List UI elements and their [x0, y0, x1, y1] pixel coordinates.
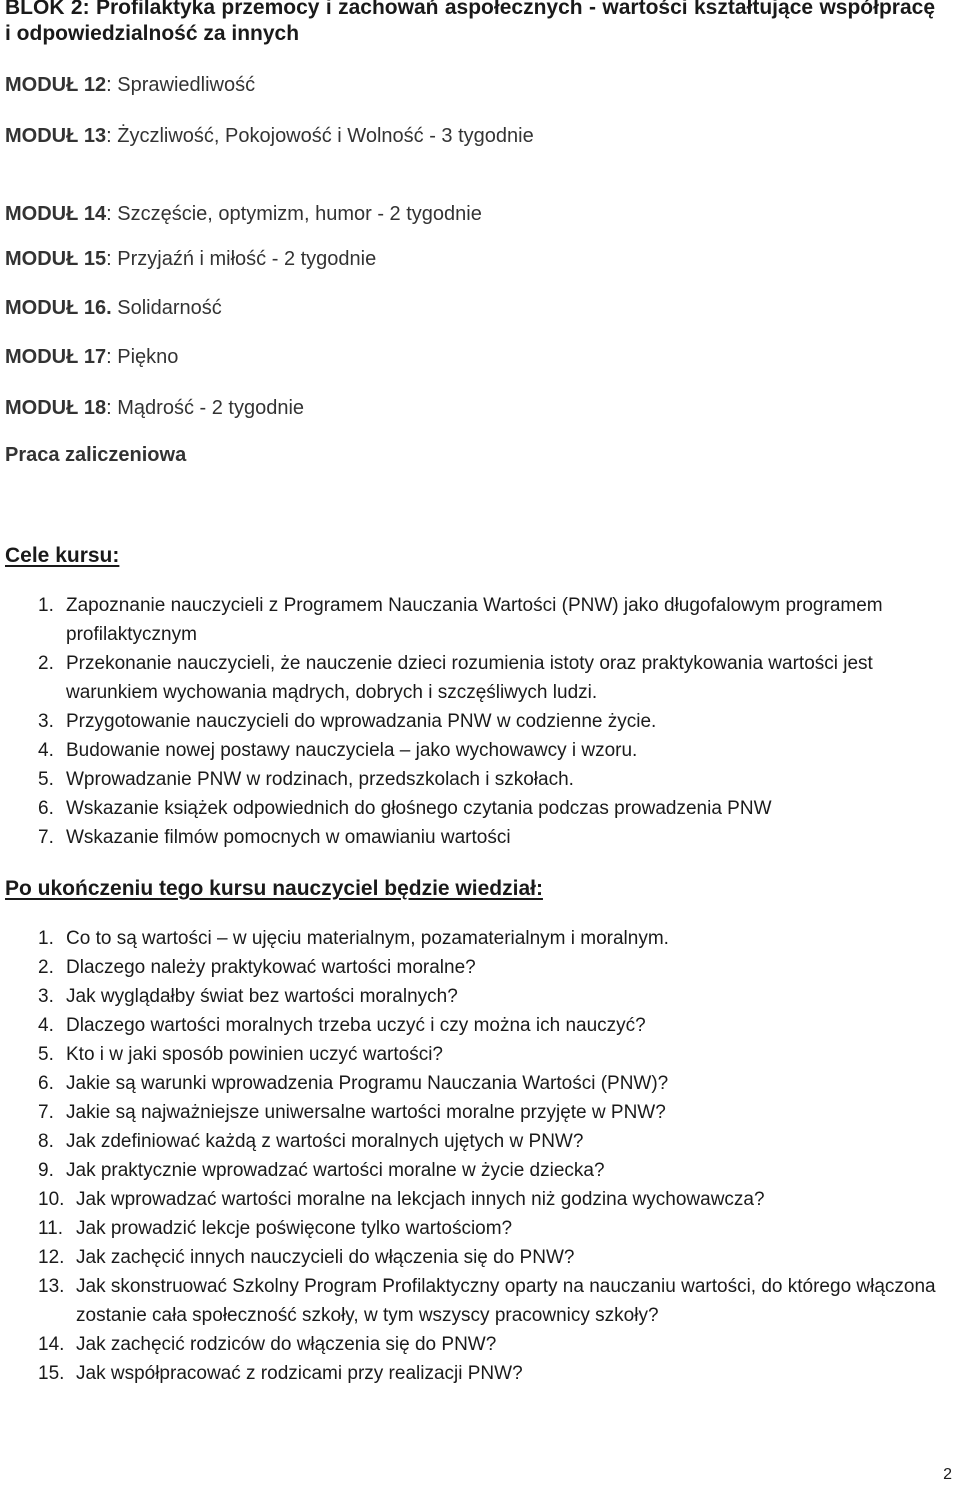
- list-item: [38, 649, 948, 707]
- item-text: Jak wprowadzać wartości moralne na lekcjach innych niż godzina wychowawcza?: [76, 1189, 765, 1210]
- module-code: MODUŁ 15: [5, 248, 107, 270]
- item-number: 4.: [38, 1015, 54, 1036]
- item-text: Jak zachęcić innych nauczycieli do włączenia się do PNW?: [76, 1247, 575, 1268]
- item-text: Jakie są najważniejsze uniwersalne wartości moralne przyjęte w PNW?: [66, 1102, 666, 1123]
- item-text: Jak współpracować z rodzicami przy realizacji PNW?: [76, 1363, 523, 1384]
- list-item: [38, 924, 948, 953]
- item-number: 6.: [38, 798, 54, 819]
- item-number: 4.: [38, 740, 54, 761]
- item-text: Przekonanie nauczycieli, że nauczenie dzieci rozumienia istoty oraz praktykowania wartości jest warunkiem wychowania mądrych, dobrych i szczęśliwych ludzi.: [66, 653, 873, 703]
- list-item: [38, 794, 948, 823]
- module-name: Szczęście, optymizm, humor - 2 tygodnie: [117, 203, 482, 225]
- goals-heading: Cele kursu:: [5, 544, 120, 567]
- item-number: 14.: [38, 1334, 65, 1355]
- item-text: Wskazanie filmów pomocnych w omawianiu wartości: [66, 827, 511, 848]
- item-text: Jak zdefiniować każdą z wartości moralnych ujętych w PNW?: [66, 1131, 584, 1152]
- item-text: Wprowadzanie PNW w rodzinach, przedszkolach i szkołach.: [66, 769, 574, 790]
- list-item: [38, 1243, 948, 1272]
- list-item: [38, 1069, 948, 1098]
- item-text: Jak praktycznie wprowadzać wartości moralne w życie dziecka?: [66, 1160, 605, 1181]
- list-item: [38, 707, 948, 736]
- item-number: 3.: [38, 986, 54, 1007]
- item-number: 2.: [38, 957, 54, 978]
- list-item: [38, 591, 948, 649]
- item-number: 5.: [38, 769, 54, 790]
- item-text: Zapoznanie nauczycieli z Programem Nauczania Wartości (PNW) jako długofalowym programem profilaktycznym: [66, 595, 883, 645]
- item-text: Jak prowadzić lekcje poświęcone tylko wartościom?: [76, 1218, 513, 1239]
- item-number: 1.: [38, 595, 54, 616]
- module-name: Piękno: [117, 346, 179, 368]
- item-text: Dlaczego należy praktykować wartości moralne?: [66, 957, 476, 978]
- list-item: [38, 1098, 948, 1127]
- list-item: [38, 736, 948, 765]
- item-text: Przygotowanie nauczycieli do wprowadzania PNW w codzienne życie.: [66, 711, 657, 732]
- item-text: Budowanie nowej postawy nauczyciela – jako wychowawcy i wzoru.: [66, 740, 638, 761]
- module-code: MODUŁ 16.: [5, 297, 112, 319]
- item-text: Jak skonstruować Szkolny Program Profilaktyczny oparty na nauczaniu wartości, do którego włączona zostanie cała społeczność szkoły, w tym wszyscy pracownicy szkoły?: [76, 1276, 936, 1326]
- item-number: 5.: [38, 1044, 54, 1065]
- item-text: Jak wyglądałby świat bez wartości moralnych?: [66, 986, 458, 1007]
- module-14: [5, 202, 482, 226]
- module-13: [5, 124, 534, 148]
- module-code: MODUŁ 14: [5, 203, 107, 225]
- list-item: [38, 1214, 948, 1243]
- module-separator: :: [106, 203, 118, 225]
- module-separator: :: [106, 397, 118, 419]
- item-number: 15.: [38, 1363, 65, 1384]
- item-text: Wskazanie książek odpowiednich do głośnego czytania podczas prowadzenia PNW: [66, 798, 772, 819]
- list-item: [38, 1011, 948, 1040]
- knowledge-list: [38, 924, 948, 1388]
- item-text: Co to są wartości – w ujęciu materialnym, pozamaterialnym i moralnym.: [66, 928, 669, 949]
- item-number: 3.: [38, 711, 54, 732]
- item-number: 13.: [38, 1276, 65, 1297]
- item-number: 11.: [38, 1218, 64, 1239]
- list-item: [38, 1156, 948, 1185]
- knowledge-heading: Po ukończeniu tego kursu nauczyciel będzie wiedział:: [5, 877, 543, 900]
- item-number: 1.: [38, 928, 54, 949]
- module-12: [5, 73, 255, 97]
- final-work-label: Praca zaliczeniowa: [5, 444, 187, 466]
- module-name: Sprawiedliwość: [117, 74, 256, 96]
- item-number: 7.: [38, 827, 54, 848]
- module-16: [5, 296, 222, 320]
- module-separator: :: [106, 248, 118, 270]
- module-separator: :: [106, 346, 118, 368]
- item-number: 6.: [38, 1073, 54, 1094]
- list-item: [38, 823, 948, 852]
- item-number: 7.: [38, 1102, 54, 1123]
- module-18: [5, 396, 304, 420]
- list-item: [38, 765, 948, 794]
- list-item: [38, 1127, 948, 1156]
- module-code: MODUŁ 13: [5, 125, 107, 147]
- list-item: [38, 1185, 948, 1214]
- module-separator: :: [106, 125, 118, 147]
- module-separator: :: [106, 74, 118, 96]
- page-number: 2: [943, 1466, 952, 1483]
- item-number: 10.: [38, 1189, 65, 1210]
- module-name: Solidarność: [117, 297, 222, 319]
- item-text: Kto i w jaki sposób powinien uczyć wartości?: [66, 1044, 444, 1065]
- module-17: [5, 345, 178, 369]
- list-item: [38, 982, 948, 1011]
- list-item: [38, 953, 948, 982]
- block-title: BLOK 2: Profilaktyka przemocy i zachowań aspołecznych - wartości kształtujące współpracę i odpowiedzialność za innych: [5, 0, 935, 45]
- item-number: 12.: [38, 1247, 65, 1268]
- item-number: 2.: [38, 653, 54, 674]
- item-text: Dlaczego wartości moralnych trzeba uczyć i czy można ich nauczyć?: [66, 1015, 646, 1036]
- module-name: Życzliwość, Pokojowość i Wolność - 3 tygodnie: [117, 125, 534, 147]
- list-item: [38, 1330, 948, 1359]
- list-item: [38, 1272, 948, 1330]
- module-15: [5, 247, 376, 271]
- module-name: Mądrość - 2 tygodnie: [117, 397, 305, 419]
- module-code: MODUŁ 17: [5, 346, 107, 368]
- list-item: [38, 1359, 948, 1388]
- item-text: Jakie są warunki wprowadzenia Programu Nauczania Wartości (PNW)?: [66, 1073, 669, 1094]
- item-number: 9.: [38, 1160, 54, 1181]
- module-name: Przyjaźń i miłość - 2 tygodnie: [117, 248, 377, 270]
- item-number: 8.: [38, 1131, 54, 1152]
- module-code: MODUŁ 12: [5, 74, 107, 96]
- module-code: MODUŁ 18: [5, 397, 107, 419]
- list-item: [38, 1040, 948, 1069]
- item-text: Jak zachęcić rodziców do włączenia się do PNW?: [76, 1334, 497, 1355]
- goals-list: [38, 591, 948, 852]
